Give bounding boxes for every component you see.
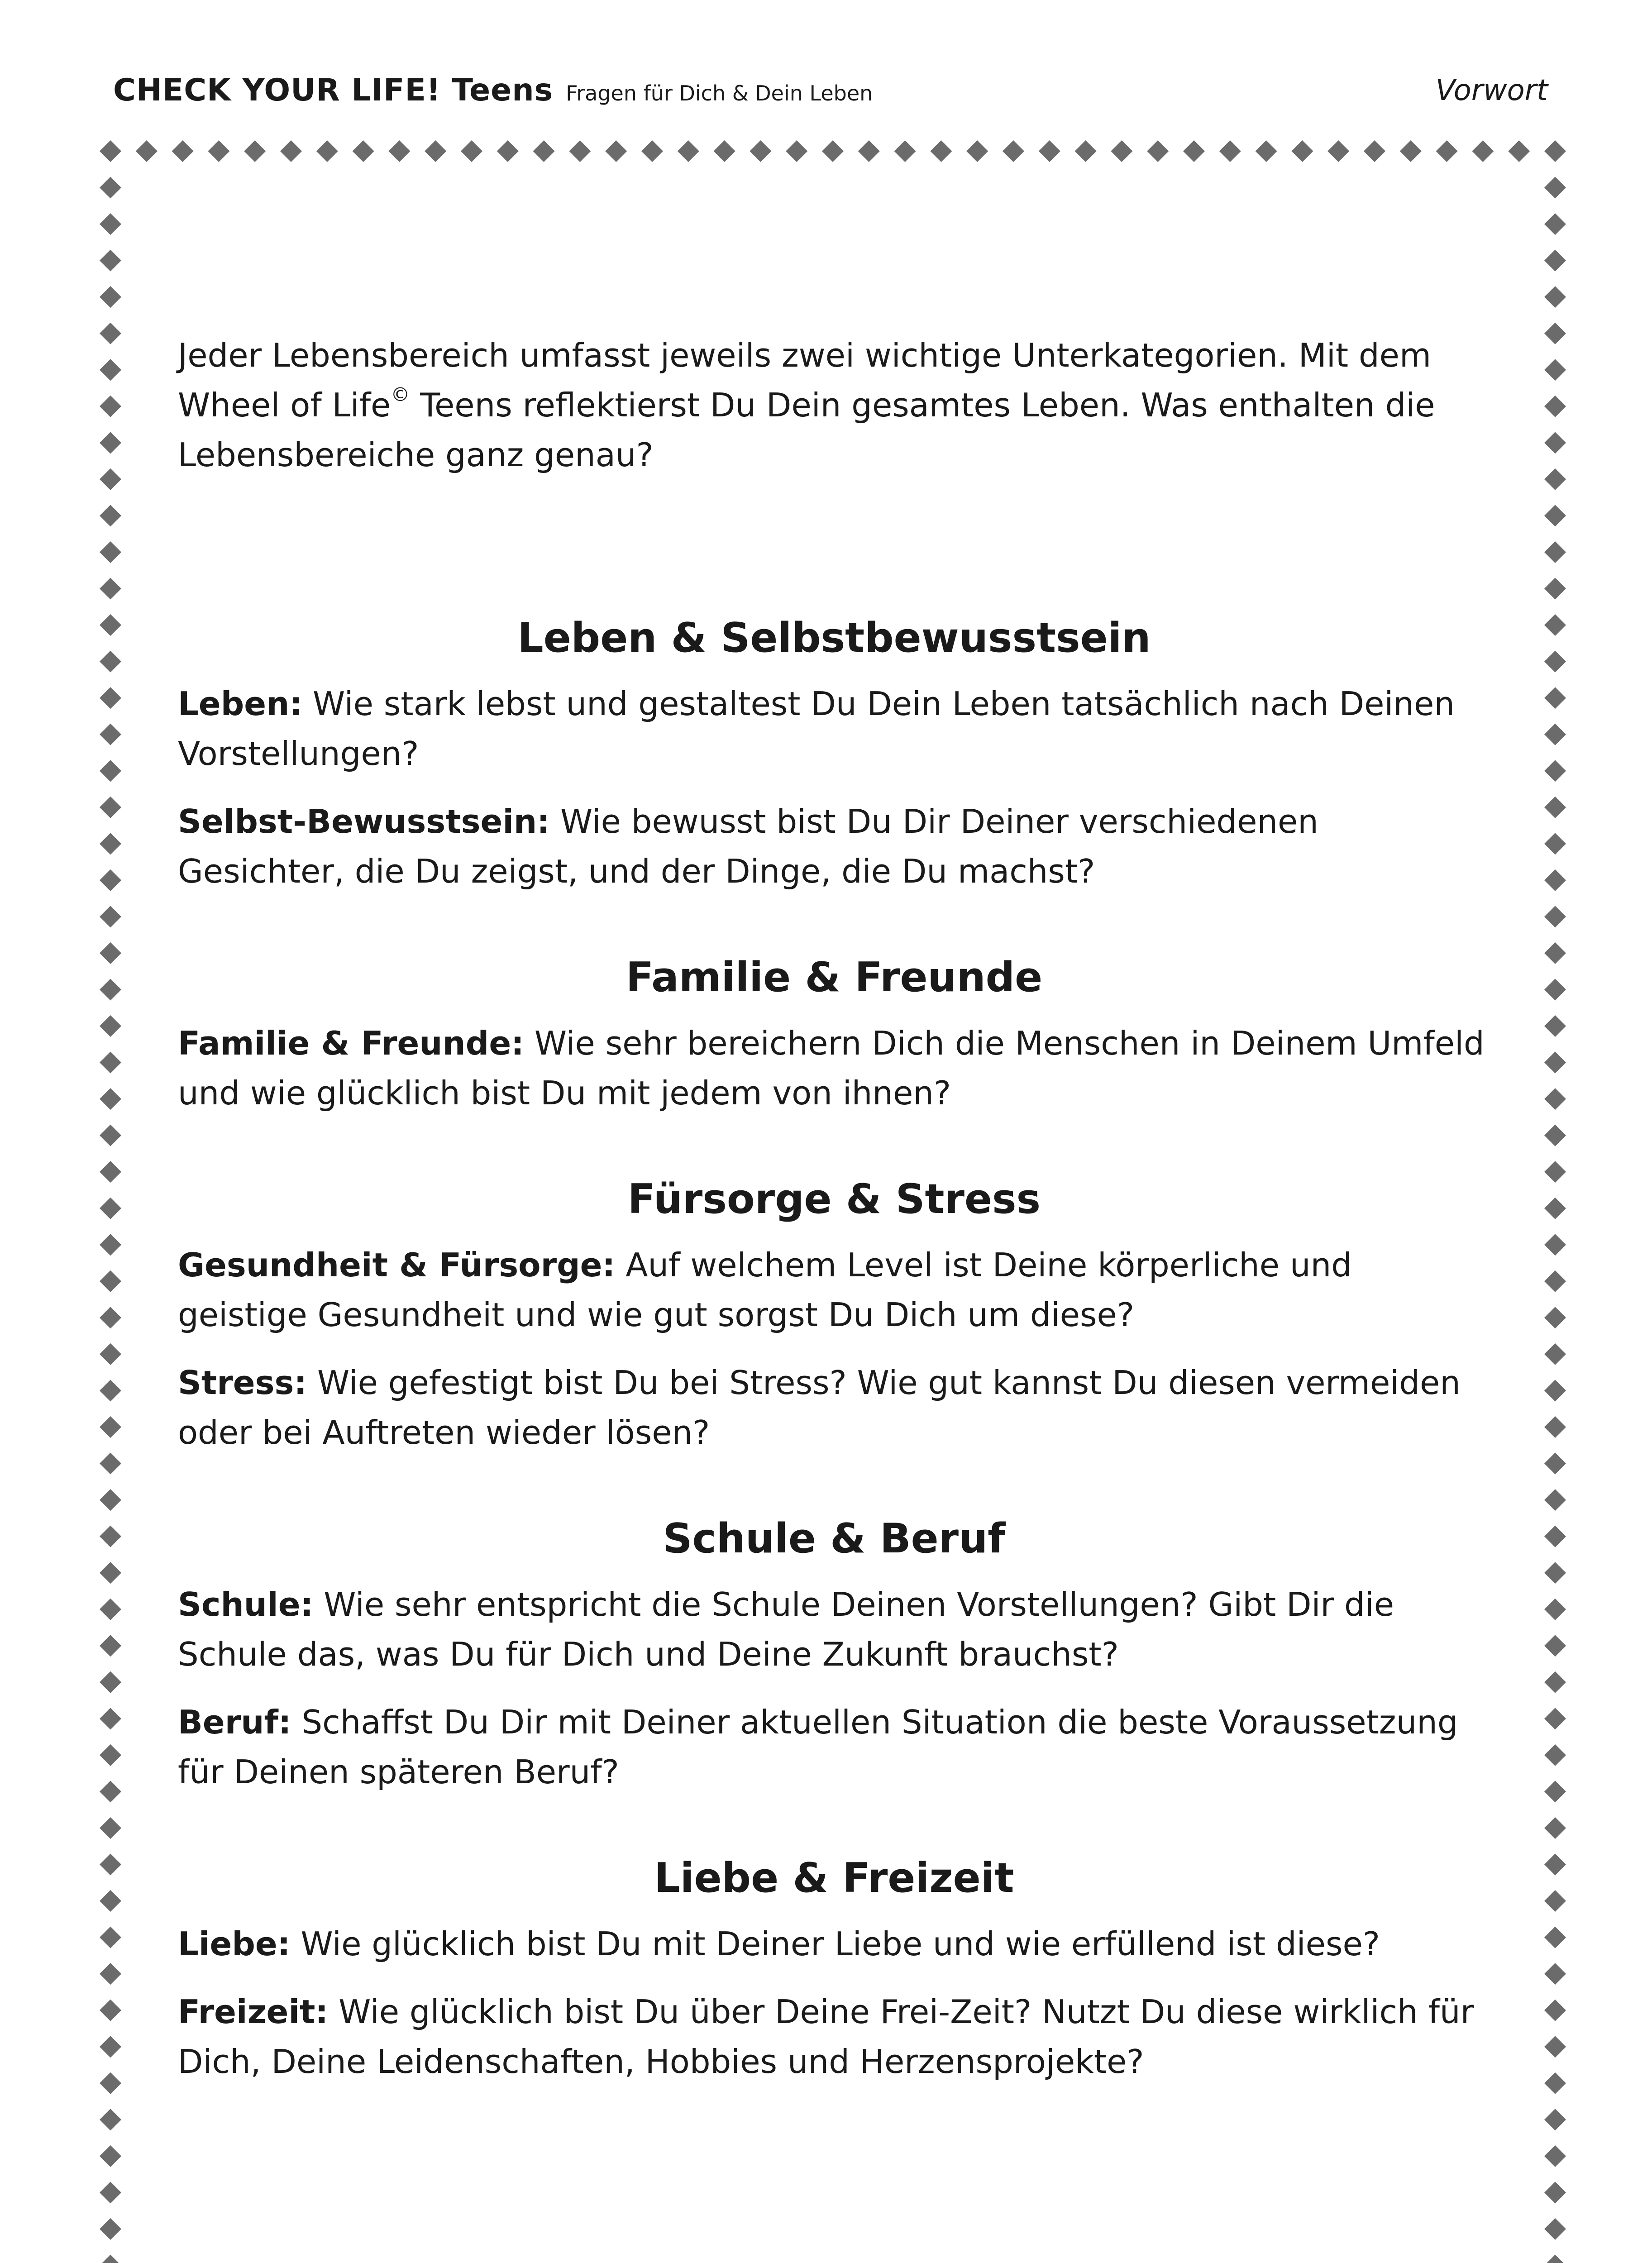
term-label: Beruf: xyxy=(178,1703,291,1741)
border-diamond xyxy=(100,2036,121,2058)
border-diamond xyxy=(1544,1015,1566,1037)
border-diamond xyxy=(1544,505,1566,526)
border-diamond xyxy=(100,396,121,417)
border-diamond xyxy=(100,177,121,199)
border-diamond xyxy=(100,1234,121,1256)
term-label: Leben: xyxy=(178,685,303,723)
border-diamond xyxy=(100,250,121,272)
border-diamond xyxy=(1327,140,1349,162)
book-title-text: CHECK YOUR LIFE! Teens xyxy=(113,72,554,108)
border-diamond xyxy=(1544,2218,1566,2240)
border-diamond xyxy=(1544,2182,1566,2203)
border-diamond xyxy=(100,1270,121,1292)
border-diamond xyxy=(569,140,591,162)
border-diamond xyxy=(100,1161,121,1183)
border-diamond xyxy=(1544,2145,1566,2167)
border-diamond xyxy=(1544,2036,1566,2058)
border-diamond xyxy=(425,140,446,162)
border-diamond xyxy=(100,1380,121,1401)
border-diamond xyxy=(100,359,121,381)
border-diamond xyxy=(1544,2254,1566,2263)
border-diamond xyxy=(1544,1744,1566,1766)
running-header xyxy=(113,68,1548,122)
border-diamond xyxy=(100,651,121,673)
border-diamond xyxy=(1544,1817,1566,1839)
intro-text-start: Jeder Lebensbereich umfasst jeweils zwei wichtige Unterkategorien. Mit dem Wheel of Life xyxy=(178,336,1432,424)
border-diamond xyxy=(100,833,121,855)
border-diamond xyxy=(100,1052,121,1074)
section-heading-familie: Familie & Freunde xyxy=(625,954,1043,1001)
border-diamond xyxy=(100,2182,121,2203)
border-diamond xyxy=(1544,2072,1566,2094)
border-diamond xyxy=(1544,724,1566,745)
border-diamond xyxy=(100,687,121,709)
border-diamond xyxy=(1111,140,1132,162)
border-diamond xyxy=(100,140,121,162)
border-diamond xyxy=(1544,1088,1566,1110)
definition-gesundheit-fuersorge xyxy=(178,1240,1490,1340)
border-diamond xyxy=(1544,1635,1566,1657)
term-description: Wie glücklich bist Du über Deine Frei-Zeit? Nutzt Du diese wirklich für Dich, Deine Leidenschaften, Hobbies und Herzensprojekte? xyxy=(178,1993,1474,2081)
border-diamond xyxy=(1183,140,1205,162)
border-diamond xyxy=(100,906,121,927)
border-diamond xyxy=(100,2218,121,2240)
border-diamond xyxy=(100,2000,121,2021)
border-diamond xyxy=(1544,942,1566,964)
border-diamond xyxy=(100,286,121,308)
border-diamond xyxy=(1544,1380,1566,1401)
term-description: Schaffst Du Dir mit Deiner aktuellen Situation die beste Voraussetzung für Deinen späteren Beruf? xyxy=(178,1703,1458,1791)
border-diamond xyxy=(1544,1453,1566,1475)
border-diamond xyxy=(1544,651,1566,673)
border-diamond xyxy=(1436,140,1458,162)
border-diamond xyxy=(1544,1927,1566,1948)
border-diamond xyxy=(1544,760,1566,782)
border-diamond xyxy=(1256,140,1277,162)
border-diamond xyxy=(100,432,121,454)
border-diamond xyxy=(100,1125,121,1146)
border-diamond xyxy=(1544,1125,1566,1146)
border-diamond xyxy=(1544,833,1566,855)
border-diamond xyxy=(100,797,121,818)
border-diamond xyxy=(1544,323,1566,344)
section-heading-liebe: Liebe & Freizeit xyxy=(654,1854,1014,1902)
border-diamond xyxy=(1544,1599,1566,1620)
border-diamond xyxy=(100,1526,121,1547)
border-diamond xyxy=(1544,1343,1566,1365)
term-description: Wie gefestigt bist Du bei Stress? Wie gut kannst Du diesen vermeiden oder bei Auftreten wieder lösen? xyxy=(178,1364,1461,1451)
definition-selbst-bewusstsein xyxy=(178,797,1490,896)
border-diamond xyxy=(1544,797,1566,818)
border-diamond xyxy=(100,505,121,526)
border-diamond xyxy=(100,760,121,782)
border-diamond xyxy=(678,140,699,162)
border-diamond xyxy=(100,1781,121,1802)
term-label: Liebe: xyxy=(178,1925,291,1963)
border-diamond xyxy=(100,2072,121,2094)
section-heading-schule: Schule & Beruf xyxy=(663,1515,1006,1562)
border-diamond xyxy=(1544,1489,1566,1511)
border-diamond xyxy=(100,1599,121,1620)
copyright-mark: © xyxy=(391,383,410,406)
border-diamond xyxy=(1544,1562,1566,1584)
intro-paragraph xyxy=(178,330,1490,480)
definition-liebe xyxy=(178,1919,1490,1969)
border-diamond xyxy=(641,140,663,162)
border-diamond xyxy=(1544,396,1566,417)
border-diamond xyxy=(100,1489,121,1511)
border-diamond xyxy=(100,614,121,636)
border-diamond xyxy=(1544,286,1566,308)
border-diamond xyxy=(1472,140,1494,162)
border-diamond xyxy=(100,1635,121,1657)
term-label: Selbst-Bewusstsein: xyxy=(178,802,550,840)
intro-text-end: Teens reflektierst Du Dein gesamtes Leben. Was enthalten die Lebensbereiche ganz genau? xyxy=(178,386,1435,474)
border-diamond xyxy=(1003,140,1024,162)
border-diamond xyxy=(1544,1671,1566,1693)
section-heading-leben: Leben & Selbstbewusstsein xyxy=(517,614,1151,662)
border-diamond xyxy=(1544,1890,1566,1912)
border-diamond xyxy=(461,140,482,162)
border-diamond xyxy=(388,140,410,162)
border-diamond xyxy=(100,1343,121,1365)
border-diamond xyxy=(280,140,302,162)
border-diamond xyxy=(1544,541,1566,563)
border-diamond xyxy=(1544,906,1566,927)
term-label: Stress: xyxy=(178,1364,307,1402)
border-diamond xyxy=(100,2145,121,2167)
border-diamond xyxy=(1544,1708,1566,1729)
border-diamond xyxy=(100,468,121,490)
definition-beruf xyxy=(178,1697,1490,1797)
term-description: Wie sehr entspricht die Schule Deinen Vorstellungen? Gibt Dir die Schule das, was Du für Dich und Deine Zukunft brauchst? xyxy=(178,1585,1394,1673)
definition-stress xyxy=(178,1358,1490,1457)
border-diamond xyxy=(353,140,374,162)
border-diamond xyxy=(1544,359,1566,381)
border-diamond xyxy=(100,323,121,344)
border-diamond xyxy=(100,1198,121,1219)
chapter-name: Vorwort xyxy=(1435,74,1548,107)
border-diamond xyxy=(100,1671,121,1693)
border-diamond xyxy=(822,140,844,162)
border-diamond xyxy=(100,1088,121,1110)
border-diamond xyxy=(100,1416,121,1438)
definition-freizeit xyxy=(178,1987,1490,2086)
border-diamond xyxy=(1075,140,1097,162)
border-diamond xyxy=(605,140,627,162)
border-diamond xyxy=(1364,140,1385,162)
border-diamond xyxy=(858,140,880,162)
border-diamond xyxy=(894,140,916,162)
border-diamond xyxy=(1147,140,1169,162)
border-diamond xyxy=(714,140,735,162)
border-diamond xyxy=(208,140,229,162)
border-diamond xyxy=(244,140,266,162)
border-diamond xyxy=(1544,1781,1566,1802)
border-diamond xyxy=(1039,140,1060,162)
border-diamond xyxy=(100,213,121,235)
border-diamond xyxy=(100,578,121,600)
definition-leben xyxy=(178,679,1490,778)
border-diamond xyxy=(1544,1052,1566,1074)
term-label: Schule: xyxy=(178,1585,314,1623)
term-label: Familie & Freunde: xyxy=(178,1024,524,1062)
border-diamond xyxy=(1544,2000,1566,2021)
border-diamond xyxy=(1544,578,1566,600)
border-diamond xyxy=(100,1927,121,1948)
border-diamond xyxy=(497,140,519,162)
term-description: Auf welchem Level ist Deine körperliche und geistige Gesundheit und wie gut sorgst Du Dich um diese? xyxy=(178,1246,1352,1334)
border-diamond xyxy=(100,1853,121,1875)
border-diamond xyxy=(1544,2109,1566,2130)
border-diamond xyxy=(100,724,121,745)
border-diamond xyxy=(100,2254,121,2263)
border-diamond xyxy=(750,140,771,162)
border-diamond xyxy=(1400,140,1422,162)
border-diamond xyxy=(1544,869,1566,891)
border-diamond xyxy=(100,2109,121,2130)
border-diamond xyxy=(1508,140,1530,162)
border-diamond xyxy=(100,541,121,563)
border-diamond xyxy=(100,1453,121,1475)
border-diamond xyxy=(100,869,121,891)
border-diamond xyxy=(1544,250,1566,272)
border-diamond xyxy=(1544,468,1566,490)
border-diamond xyxy=(1544,1526,1566,1547)
book-title xyxy=(113,68,873,116)
border-diamond xyxy=(1544,1234,1566,1256)
border-diamond xyxy=(316,140,338,162)
border-diamond xyxy=(1544,979,1566,1000)
border-diamond xyxy=(533,140,555,162)
page-content xyxy=(178,330,1490,2105)
border-diamond xyxy=(1544,1198,1566,1219)
border-diamond xyxy=(100,1307,121,1328)
term-label: Gesundheit & Fürsorge: xyxy=(178,1246,616,1284)
border-diamond xyxy=(1544,687,1566,709)
border-diamond xyxy=(1219,140,1241,162)
border-diamond xyxy=(966,140,988,162)
term-description: Wie stark lebst und gestaltest Du Dein Leben tatsächlich nach Deinen Vorstellungen? xyxy=(178,685,1455,773)
term-description: Wie glücklich bist Du mit Deiner Liebe und wie erfüllend ist diese? xyxy=(290,1925,1380,1963)
section-heading-fuersorge: Fürsorge & Stress xyxy=(627,1175,1041,1223)
border-diamond xyxy=(136,140,158,162)
border-diamond xyxy=(100,1708,121,1729)
border-diamond xyxy=(100,1744,121,1766)
border-diamond xyxy=(100,1963,121,1985)
border-diamond xyxy=(1544,177,1566,199)
book-tagline: Fragen für Dich & Dein Leben xyxy=(566,81,873,105)
definition-schule xyxy=(178,1580,1490,1679)
border-diamond xyxy=(1544,1853,1566,1875)
border-diamond xyxy=(100,942,121,964)
border-diamond xyxy=(1291,140,1313,162)
border-diamond xyxy=(1544,1963,1566,1985)
term-description: Wie sehr bereichern Dich die Menschen in Deinem Umfeld und wie glücklich bist Du mit jedem von ihnen? xyxy=(178,1024,1485,1112)
border-diamond xyxy=(1544,1416,1566,1438)
border-diamond xyxy=(930,140,952,162)
border-diamond xyxy=(100,1817,121,1839)
term-description: Wie bewusst bist Du Dir Deiner verschiedenen Gesichter, die Du zeigst, und der Dinge, die Du machst? xyxy=(178,802,1318,890)
border-diamond xyxy=(1544,140,1566,162)
border-diamond xyxy=(1544,432,1566,454)
border-diamond xyxy=(100,1562,121,1584)
border-diamond xyxy=(100,1890,121,1912)
border-diamond xyxy=(100,1015,121,1037)
border-diamond xyxy=(1544,1161,1566,1183)
border-diamond xyxy=(1544,1270,1566,1292)
border-diamond xyxy=(100,979,121,1000)
border-diamond xyxy=(1544,614,1566,636)
border-diamond xyxy=(1544,1307,1566,1328)
border-diamond xyxy=(786,140,807,162)
border-diamond xyxy=(172,140,194,162)
border-diamond xyxy=(1544,213,1566,235)
term-label: Freizeit: xyxy=(178,1993,329,2031)
definition-familie-freunde xyxy=(178,1018,1490,1118)
